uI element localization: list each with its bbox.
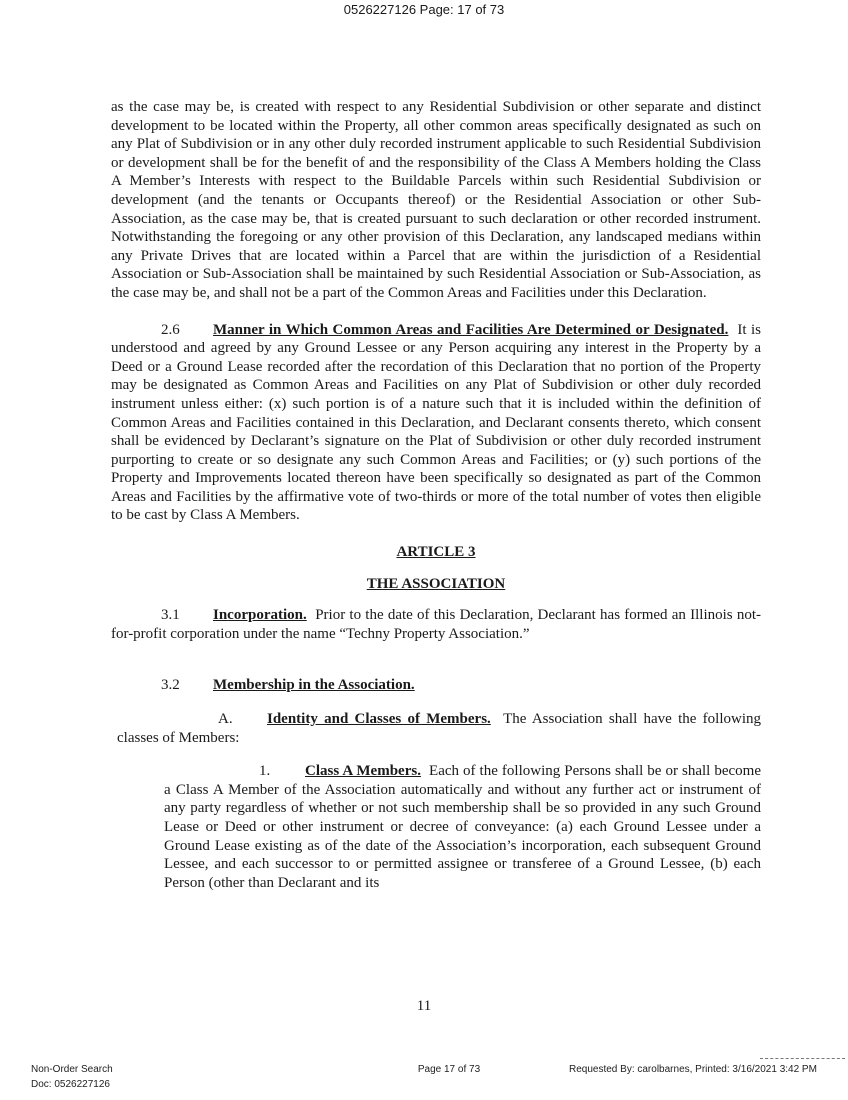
section-heading: Membership in the Association.: [213, 677, 415, 694]
item-heading: Class A Members.: [305, 763, 421, 780]
section-2-6: [111, 321, 761, 526]
item-1: [164, 762, 761, 892]
item-number: 1.: [259, 763, 271, 780]
section-text: It is understood and agreed by any Ground Lessee or any Person acquiring any interest in the Property by a Deed or a Ground Lease recorded after the recordation of this Declaration that no portion of the Property may be designated as Common Areas and Facilities on any Plat of Subdivision or other duly recorded instrument unless either: (x) such portion is of a nature such that it is included within the definition of Common Areas and Facilities contained in this Declaration, and Declarant consents thereto, which consent shall be evidenced by Declarant’s signature on the Plat of Subdivision or other duly recorded instrument purporting to create or so designate any such Common Areas and Facilities; or (y) such portions of the Property and Improvements located thereon have been specifically so designated as part of the Common Areas and Facilities by the affirmative vote of two-thirds or more of the total number of votes then eligible to be cast by Class A Members.: [111, 321, 761, 524]
subsection-a: [117, 710, 761, 747]
section-heading: Incorporation.: [213, 607, 307, 624]
footer-request-info: Requested By: carolbarnes, Printed: 3/16/2021 3:42 PM: [569, 1064, 817, 1075]
section-number: 3.2: [161, 677, 180, 694]
section-3-1: [111, 606, 761, 643]
footer-doc-id: Doc: 0526227126: [31, 1079, 110, 1090]
article-number: ARTICLE 3: [396, 544, 476, 561]
page-number: 11: [416, 998, 432, 1014]
subsection-text: The Association shall have the following classes of Members:: [117, 711, 761, 746]
section-text: Prior to the date of this Declaration, Declarant has formed an Illinois not-for-profit corporation under the name “Techny Property Association.”: [111, 607, 762, 642]
subsection-heading: Identity and Classes of Members.: [267, 711, 491, 728]
section-number: 3.1: [161, 607, 180, 624]
subsection-number: A.: [218, 711, 233, 728]
article-title: THE ASSOCIATION: [366, 575, 506, 592]
footer-page-count: Page 17 of 73: [417, 1064, 481, 1075]
section-heading: Manner in Which Common Areas and Facilities Are Determined or Designated.: [213, 321, 729, 338]
section-number: 2.6: [161, 321, 180, 338]
paragraph-continued: as the case may be, is created with respect to any Residential Subdivision or other separate and distinct development to be located within the Property, all other common areas specifically designated as such on any Plat of Subdivision or in any other duly recorded instrument applicable to such Residential Subdivision or development shall be for the benefit of and the responsibility of the Class A Members holding the Class A Member’s Interests with respect to the Buildable Parcels within such Residential Subdivision or development (and the tenants or Occupants thereof) or the Residential Association or other Sub-Association, as the case may be, that is created pursuant to such declaration or other recorded instrument. Notwithstanding the foregoing or any other provision of this Declaration, any landscaped medians within any Private Drives that are located within a Parcel that are within the jurisdiction of a Residential Association or Sub-Association shall be maintained by such Residential Association or Sub-Association, as the case may be, and shall not be a part of the Common Areas and Facilities under this Declaration.: [111, 99, 761, 301]
document-page-header: 0526227126 Page: 17 of 73: [343, 2, 505, 17]
footer-search-type: Non-Order Search: [31, 1064, 113, 1075]
document-body: [111, 98, 761, 892]
section-3-2: [111, 676, 761, 695]
item-text: Each of the following Persons shall be or shall become a Class A Member of the Association automatically and without any further act or instrument of any party regardless of whether or not such membership shall be so provided in any such Ground Lease or Deed or other instrument or decree of conveyance: (a) each Ground Lessee under a Ground Lease existing as of the date of the Association’s incorporation, each subsequent Ground Lessee, and each successor to or permitted assignee or transferee of a Ground Lessee, (b) each Person (other than Declarant and its: [164, 763, 761, 891]
divider: [760, 1058, 845, 1059]
